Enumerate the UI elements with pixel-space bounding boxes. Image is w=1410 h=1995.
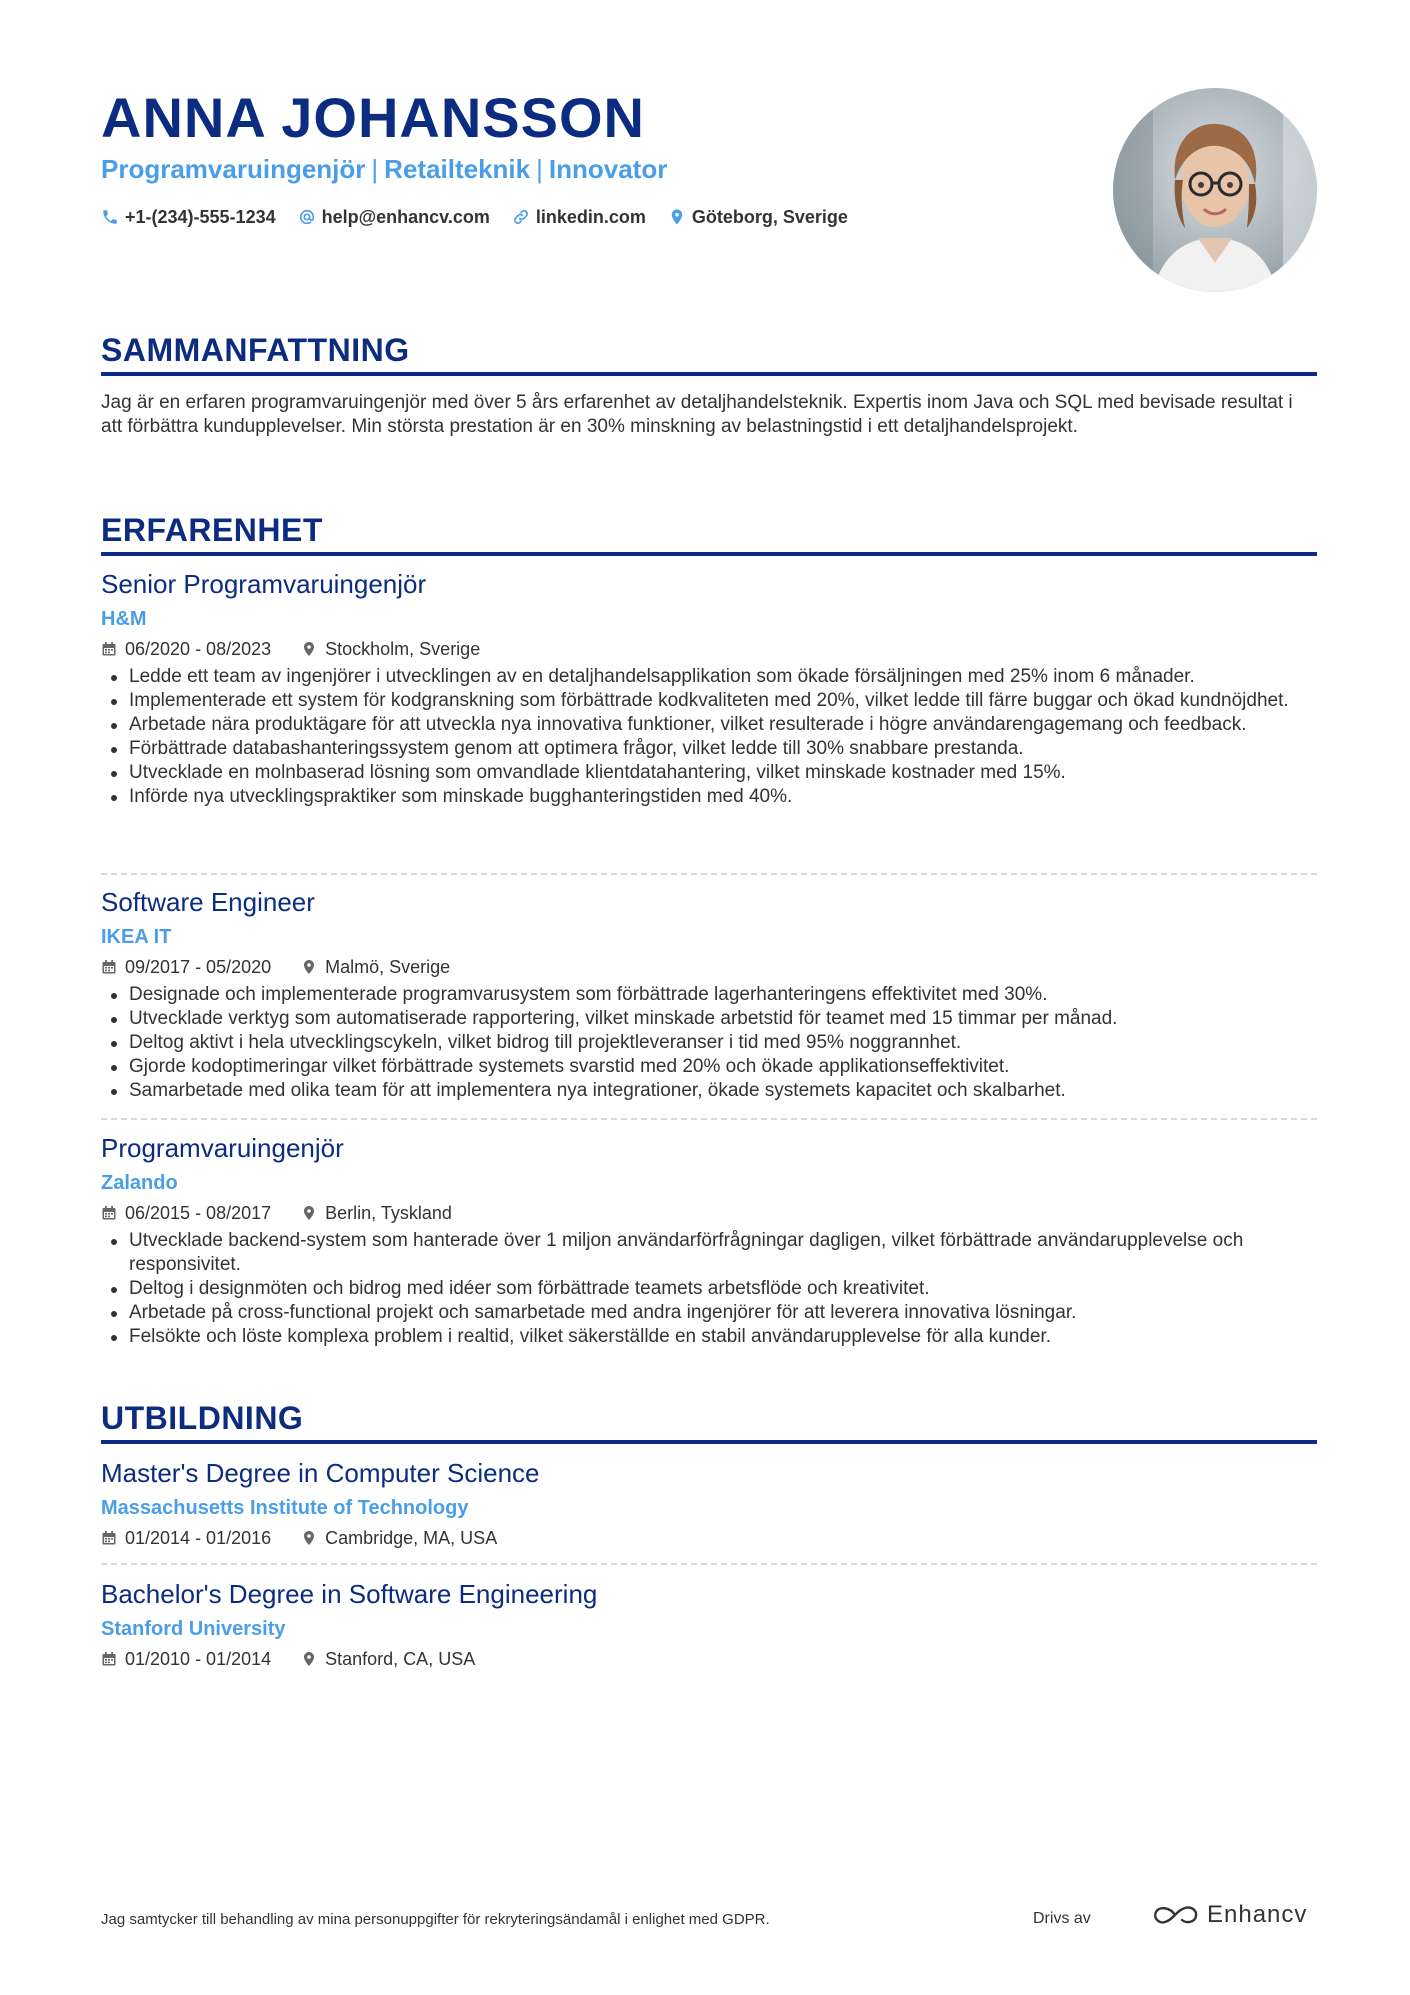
headline-item: Retailteknik bbox=[384, 154, 531, 184]
brand-name: Enhancv bbox=[1207, 1901, 1308, 1928]
contact-phone[interactable] bbox=[101, 207, 276, 228]
list-item: Implementerade ett system för kodgranskning som förbättrade kodkvaliteten med 20%, vilket ledde till färre buggar och ökad kundnöjdhet. bbox=[101, 689, 1317, 713]
powered-by-label: Drivs av bbox=[1033, 1910, 1091, 1927]
enhancv-logo-icon bbox=[1153, 1902, 1199, 1928]
headline bbox=[101, 152, 667, 186]
linkedin-link: linkedin.com bbox=[535, 206, 646, 227]
job-dates: 09/2017 - 05/2020 bbox=[125, 957, 272, 977]
school-name: Stanford University bbox=[101, 1618, 286, 1640]
list-item: Deltog aktivt i hela utvecklingscykeln, vilket bidrog till projektleveranser i tid med 95% noggrannhet. bbox=[101, 1031, 1317, 1055]
job-dates: 06/2015 - 08/2017 bbox=[125, 1203, 272, 1223]
location-pin-icon bbox=[301, 1205, 317, 1221]
gdpr-consent: Jag samtycker till behandling av mina personuppgifter för rekryteringsändamål i enlighet med GDPR. bbox=[101, 1911, 770, 1928]
job-meta bbox=[101, 955, 1317, 979]
section-rule bbox=[101, 1440, 1317, 1444]
job-meta bbox=[101, 1201, 1317, 1225]
link-icon bbox=[512, 208, 530, 226]
list-item: Arbetade på cross-functional projekt och samarbetade med andra ingenjörer för att leverera innovativa lösningar. bbox=[101, 1301, 1317, 1325]
job-meta bbox=[101, 637, 1317, 661]
contact-email[interactable] bbox=[298, 207, 490, 228]
list-item: Deltog i designmöten och bidrog med idéer som förbättrade teamets arbetsflöde och kreativitet. bbox=[101, 1277, 1317, 1301]
experience-entry bbox=[101, 1131, 1317, 1349]
job-dates: 06/2020 - 08/2023 bbox=[125, 639, 272, 659]
job-location: Berlin, Tyskland bbox=[325, 1203, 452, 1223]
headline-separator: | bbox=[536, 154, 543, 184]
entry-divider bbox=[101, 1118, 1317, 1120]
education-dates: 01/2014 - 01/2016 bbox=[125, 1528, 272, 1548]
education-location: Cambridge, MA, USA bbox=[325, 1528, 498, 1548]
entry-divider bbox=[101, 873, 1317, 875]
location-pin-icon bbox=[668, 208, 686, 226]
headline-item: Innovator bbox=[548, 154, 668, 184]
calendar-icon bbox=[101, 1530, 117, 1546]
list-item: Gjorde kodoptimeringar vilket förbättrade systemets svarstid med 20% och ökade applikationseffektivitet. bbox=[101, 1055, 1317, 1079]
location-pin-icon bbox=[301, 959, 317, 975]
degree-title: Master's Degree in Computer Science bbox=[101, 1458, 540, 1488]
list-item: Införde nya utvecklingspraktiker som minskade bugghanteringstiden med 40%. bbox=[101, 785, 1317, 809]
email-address: help@enhancv.com bbox=[321, 206, 490, 227]
entry-divider bbox=[101, 1563, 1317, 1565]
headline-separator: | bbox=[371, 154, 379, 184]
phone-number: +1-(234)-555-1234 bbox=[125, 206, 276, 227]
company-name: IKEA IT bbox=[101, 926, 172, 948]
company-name: H&M bbox=[101, 608, 147, 630]
candidate-name: ANNA JOHANSSON bbox=[101, 86, 645, 149]
location-pin-icon bbox=[301, 641, 317, 657]
section-rule bbox=[101, 372, 1317, 376]
list-item: Samarbetade med olika team för att implementera nya integrationer, ökade systemets kapacitet och skalbarhet. bbox=[101, 1079, 1317, 1103]
calendar-icon bbox=[101, 641, 117, 657]
company-name: Zalando bbox=[101, 1172, 178, 1194]
section-rule bbox=[101, 552, 1317, 556]
calendar-icon bbox=[101, 1651, 117, 1667]
education-dates: 01/2010 - 01/2014 bbox=[125, 1649, 272, 1669]
education-location: Stanford, CA, USA bbox=[325, 1649, 476, 1669]
section-title-education: UTBILDNING bbox=[101, 1400, 304, 1436]
education-entry bbox=[101, 1577, 1317, 1671]
job-bullets bbox=[101, 1229, 1317, 1349]
job-title: Software Engineer bbox=[101, 887, 315, 917]
section-title-experience: ERFARENHET bbox=[101, 512, 323, 548]
job-location: Malmö, Sverige bbox=[325, 957, 451, 977]
profile-photo bbox=[1113, 88, 1317, 292]
list-item: Arbetade nära produktägare för att utveckla nya innovativa funktioner, vilket resulterade i högre användarengagemang och feedback. bbox=[101, 713, 1317, 737]
contact-linkedin[interactable] bbox=[512, 207, 646, 228]
education-meta bbox=[101, 1647, 1317, 1671]
section-title-summary: SAMMANFATTNING bbox=[101, 332, 410, 368]
job-bullets bbox=[101, 665, 1317, 809]
job-location: Stockholm, Sverige bbox=[325, 639, 481, 659]
job-title: Senior Programvaruingenjör bbox=[101, 569, 427, 599]
list-item: Utvecklade verktyg som automatiserade rapportering, vilket minskade arbetstid för teamet med 15 timmar per månad. bbox=[101, 1007, 1317, 1031]
degree-title: Bachelor's Degree in Software Engineering bbox=[101, 1579, 598, 1609]
education-entry bbox=[101, 1456, 1317, 1550]
brand-logo[interactable] bbox=[1153, 1900, 1307, 1930]
phone-icon bbox=[101, 208, 119, 226]
job-title: Programvaruingenjör bbox=[101, 1133, 344, 1163]
calendar-icon bbox=[101, 959, 117, 975]
list-item: Felsökte och löste komplexa problem i realtid, vilket säkerställde en stabil användarupplevelse för alla kunder. bbox=[101, 1325, 1317, 1349]
experience-entry bbox=[101, 567, 1317, 809]
contact-location bbox=[668, 207, 848, 228]
contact-row bbox=[101, 204, 870, 230]
portrait-illustration bbox=[1113, 88, 1317, 292]
job-bullets bbox=[101, 983, 1317, 1103]
list-item: Utvecklade backend-system som hanterade över 1 miljon användarförfrågningar dagligen, vilket förbättrade användarupplevelse och responsivitet. bbox=[101, 1229, 1317, 1277]
list-item: Förbättrade databashanteringssystem genom att optimera frågor, vilket ledde till 30% snabbare prestanda. bbox=[101, 737, 1317, 761]
education-meta bbox=[101, 1526, 1317, 1550]
at-icon bbox=[298, 208, 316, 226]
list-item: Utvecklade en molnbaserad lösning som omvandlade klientdatahantering, vilket minskade kostnader med 15%. bbox=[101, 761, 1317, 785]
location-pin-icon bbox=[301, 1530, 317, 1546]
location-pin-icon bbox=[301, 1651, 317, 1667]
summary-text: Jag är en erfaren programvaruingenjör med över 5 års erfarenhet av detaljhandelsteknik. Expertis inom Java och SQL med bevisade resultat i att förbättra kundupplevelser. Min största prestation är en 30% minskning av belastningstid i ett detaljhandelsprojekt. bbox=[101, 392, 1293, 437]
school-name: Massachusetts Institute of Technology bbox=[101, 1497, 469, 1519]
location-text: Göteborg, Sverige bbox=[691, 206, 848, 227]
list-item: Designade och implementerade programvarusystem som förbättrade lagerhanteringens effektivitet med 30%. bbox=[101, 983, 1317, 1007]
experience-entry bbox=[101, 885, 1317, 1103]
headline-item: Programvaruingenjör bbox=[101, 154, 366, 184]
list-item: Ledde ett team av ingenjörer i utvecklingen av en detaljhandelsapplikation som ökade försäljningen med 25% inom 6 månader. bbox=[101, 665, 1317, 689]
calendar-icon bbox=[101, 1205, 117, 1221]
